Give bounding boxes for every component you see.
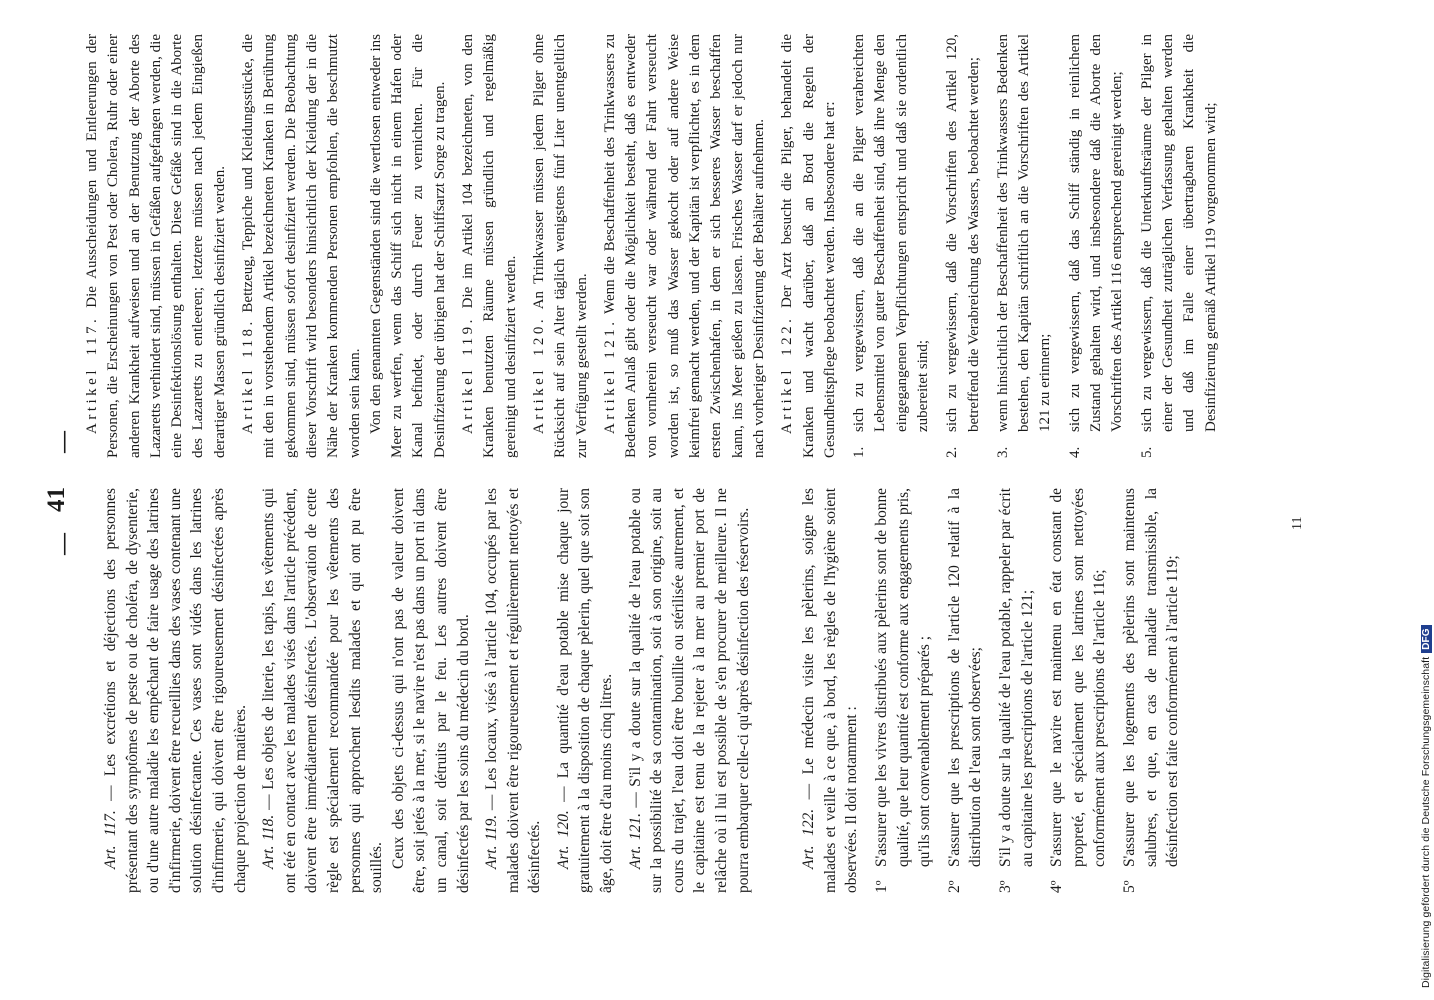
fr-art-118-label: Art. 118.	[260, 814, 278, 869]
fr-art-118-text: — Les objets de literie, les tapis, les vêtements qui ont été en contact avec les malades visés dans l'article précédent, doivent être immédiatement désinfectés. L'observation de cette règle est spécialement recommandée pour les vêtements des personnes qui approchent lesdits malades et qui ont pu être souillés.	[260, 488, 386, 893]
de-art-118-text: Bettzeug, Teppiche und Kleidungsstücke, die mit den in vorstehendem Artikel bezeichneten Kranken in Berührung gekommen sind, müssen sofort desinfiziert werden. Die Beobachtung dieser Vorschrift wird besonders hinsichtlich der Kleidung der in die Nähe der Kranken kommenden Personen empfohlen, die beschmutzt worden sein kann.	[240, 33, 363, 458]
fr-item-number: 1º	[873, 880, 890, 893]
de-article-118-cont: Von den genannten Gegenständen sind die wertlosen entweder ins Meer zu werfen, wenn das Schiff sich nicht in einem Hafen oder Kanal befindet, oder durch Feuer zu vernichten. Für die Desinfizierung der übrigen hat der Schiffsarzt Sorge zu tragen.	[367, 34, 448, 458]
page-number: 41	[43, 487, 70, 512]
de-item-number: 2.	[944, 446, 961, 458]
de-art-117-label: Artikel 117.	[84, 315, 100, 434]
de-item-text: sich zu vergewissern, daß das Schiff ständig in reinlichem Zustand gehalten wird, und insbesondere daß die Aborte den Vorschriften des Artikel 116 entsprechend gereinigt werden;	[1066, 34, 1126, 432]
fr-list-item	[995, 488, 1038, 893]
de-list-item	[942, 34, 985, 458]
signature-mark: 11	[1290, 516, 1305, 530]
fr-art-117-label: Art. 117.	[102, 810, 119, 869]
fr-list-item	[1046, 488, 1111, 893]
de-list-item	[1137, 34, 1222, 458]
de-art-119-text: Die im Artikel 104 bezeichneten, von den Kranken benutzten Räume müssen gründlich und regelmäßig gereinigt und desinfiziert werden.	[460, 33, 519, 458]
fr-art-121-text: — S'il y a doute sur la qualité de l'eau potable ou sur la possibilité de sa contamination, soit à son origine, soit au cours du trajet, l'eau doit être bouillie ou stérilisée autrement, et le capitaine est tenu de la rejeter à la mer au premier port de relâche où il lui est possible de s'en procurer de meilleure. Il ne pourra embarquer celle-ci qu'après désinfection des réservoirs.	[626, 488, 752, 893]
de-list-item	[1065, 34, 1129, 458]
fr-article-117	[100, 488, 251, 893]
de-art-122-label: Artikel 122.	[779, 315, 796, 434]
de-item-number: 3.	[994, 446, 1011, 458]
fr-item-number: 5º	[1120, 880, 1138, 893]
de-art-121-label: Artikel 121.	[601, 318, 618, 434]
fr-list-item	[871, 488, 936, 893]
fr-art-121-label: Art. 121.	[626, 813, 644, 869]
fr-article-118-cont: Ceux des objets ci-dessus qui n'ont pas de valeur doivent être, soit jetés à la mer, si le navire n'est pas dans un port ni dans un canal, soit détruits par le feu. Les autres doivent être désinfectés par les soins du médecin du bord.	[389, 488, 472, 893]
de-list-item	[993, 34, 1057, 458]
de-article-121	[600, 34, 770, 458]
de-item-text: sich zu vergewissern, daß die Vorschriften des Artikel 120, betreffend die Verabreichung des Wassers, beobachtet werden;	[944, 34, 982, 432]
fr-item-number: 4º	[1048, 880, 1066, 893]
fr-article-119	[481, 488, 546, 893]
fr-art-122-label: Art. 122.	[800, 808, 818, 869]
de-art-120-label: Artikel 120.	[530, 315, 547, 434]
fr-list-item	[944, 488, 987, 893]
de-item-text: sich zu vergewissern, daß die an die Pilger verabreichten Lebensmittel von guter Beschaffenheit sind, daß ihre Menge den eingegangenen Verpflichtungen entspricht und daß sie ordentlich zubereitet sind;	[851, 34, 931, 432]
fr-art-117-text: — Les excrétions et déjections des personnes présentant des symptômes de peste ou de choléra, de dysenterie, ou d'une autre maladie les empêchant de faire usage des latrines d'infirmerie, doivent être recueillies dans des vases contenant une solution désinfectante. Ces vases sont vidés dans les latrines d'infirmerie, qui doivent être rigoureusement désinfectées après chaque projection de matières.	[102, 487, 249, 893]
fr-list-item	[1119, 488, 1184, 893]
fr-art-120-text: — La quantité d'eau potable mise chaque jour gratuitement à la disposition de chaque pèlerin, quel que soit son âge, doit être d'au moins cinq litres.	[554, 487, 616, 893]
de-art-118-label: Artikel 118.	[240, 318, 257, 434]
fr-art-122-text: — Le médecin visite les pèlerins, soigne les malades et veille à ce que, à bord, les règles de l'hygiène soient observées. Il doit notamment :	[800, 488, 861, 893]
header-dash-left: —	[50, 533, 75, 555]
de-item-number: 4.	[1066, 446, 1083, 458]
header-dash-right: —	[50, 431, 75, 453]
fr-art-119-text: — Les locaux, visés à l'article 104, occupés par les malades doivent être rigoureusement et régulièrement nettoyés et désinfectés.	[483, 488, 544, 893]
de-article-122	[777, 34, 841, 458]
de-article-118	[238, 34, 366, 458]
fr-article-122	[798, 488, 863, 893]
fr-art-120-label: Art. 120.	[554, 810, 572, 869]
de-article-119	[458, 34, 522, 458]
fr-item-text: S'assurer que le navire est maintenu en état constant de propreté, et spécialement que les latrines sont nettoyées conformément aux prescriptions de l'article 116;	[1048, 488, 1109, 867]
de-list-item	[849, 34, 934, 458]
fr-article-120	[553, 488, 618, 893]
de-article-120	[529, 34, 593, 458]
de-art-119-label: Artikel 119.	[460, 316, 477, 434]
de-art-120-text: An Trinkwasser müssen jedem Pilger ohne Rücksicht auf sein Alter täglich wenigstens fünf Liter unentgeltlich zur Verfügung gestellt werden.	[530, 34, 590, 458]
de-item-number: 1.	[851, 446, 868, 458]
de-item-text: wenn hinsichtlich der Beschaffenheit des Trinkwassers Bedenken bestehen, den Kapitän schriftlich an die Vorschriften des Artikel 121 zu erinnern;	[994, 34, 1054, 432]
fr-item-number: 3º	[996, 880, 1014, 893]
dfg-logo: DFG	[1421, 625, 1432, 652]
fr-article-118	[258, 488, 388, 893]
fr-article-121	[625, 488, 755, 893]
fr-art-119-label: Art. 119.	[483, 814, 501, 869]
digitization-credit	[1420, 625, 1432, 988]
de-article-117	[82, 34, 231, 458]
fr-item-text: S'assurer que les vivres distribués aux pèlerins sont de bonne qualité, que leur quantité est conforme aux engagements pris, qu'ils sont convenablement préparés ;	[873, 488, 934, 867]
german-column	[82, 34, 1222, 458]
de-item-number: 5.	[1138, 446, 1155, 458]
fr-item-text: S'assurer que les logements des pèlerins sont maintenus salubres, et que, en cas de maladie transmissible, la désinfection est faite conformément à l'article 119;	[1120, 488, 1182, 867]
fr-item-number: 2º	[945, 880, 963, 893]
de-art-117-text: Die Ausscheidungen und Entleerungen der Personen, die Erscheinungen von Pest oder Cholera, Ruhr oder einer anderen Krankheit aufweisen und an der Benutzung der Aborte des Lazaretts verhindert sind, müssen in Gefäßen aufgefangen werden, die eine Desinfektionslösung enthalten. Diese Gefäße sind in die Aborte des Lazaretts zu entleeren; letztere müssen nach jedem Eingießen derartiger Massen gründlich desinfiziert werden.	[84, 34, 228, 458]
fr-item-text: S'assurer que les prescriptions de l'article 120 relatif à la distribution de l'eau sont observées;	[945, 488, 985, 867]
credit-text: Digitalisierung gefördert durch die Deutsche Forschungsgemeinschaft	[1420, 656, 1432, 988]
fr-item-text: S'il y a doute sur la qualité de l'eau potable, rappeler par écrit au capitaine les prescriptions de l'article 121;	[996, 488, 1036, 867]
de-art-121-text: Wenn die Beschaffenheit des Trinkwassers zu Bedenken Anlaß gibt oder die Möglichkeit besteht, daß es entweder von vornherein verseucht war oder während der Fahrt verseucht worden ist, so muß das Wasser gekocht oder auf andere Weise keimfrei gemacht werden, und der Kapitän ist verpflichtet, es in dem ersten Zwischenhafen, in dem er sich besseres Wasser beschaffen kann, ins Meer gießen zu lassen. Frisches Wasser darf er jedoch nur nach vorheriger Desinfizierung der Behälter aufnehmen.	[601, 34, 767, 458]
de-art-122-text: Der Arzt besucht die Pilger, behandelt die Kranken und wacht darüber, daß an Bord die Regeln der Gesundheitspflege beobachtet werden. Insbesondere hat er:	[779, 34, 838, 458]
french-column	[100, 488, 1184, 893]
de-item-text: sich zu vergewissern, daß die Unterkunftsräume der Pilger in einer der Gesundheit zuträglichen Verfassung gehalten werden und daß im Falle einer übertragbaren Krankheit die Desinfizierung gemäß Artikel 119 vorgenommen wird;	[1138, 34, 1219, 432]
